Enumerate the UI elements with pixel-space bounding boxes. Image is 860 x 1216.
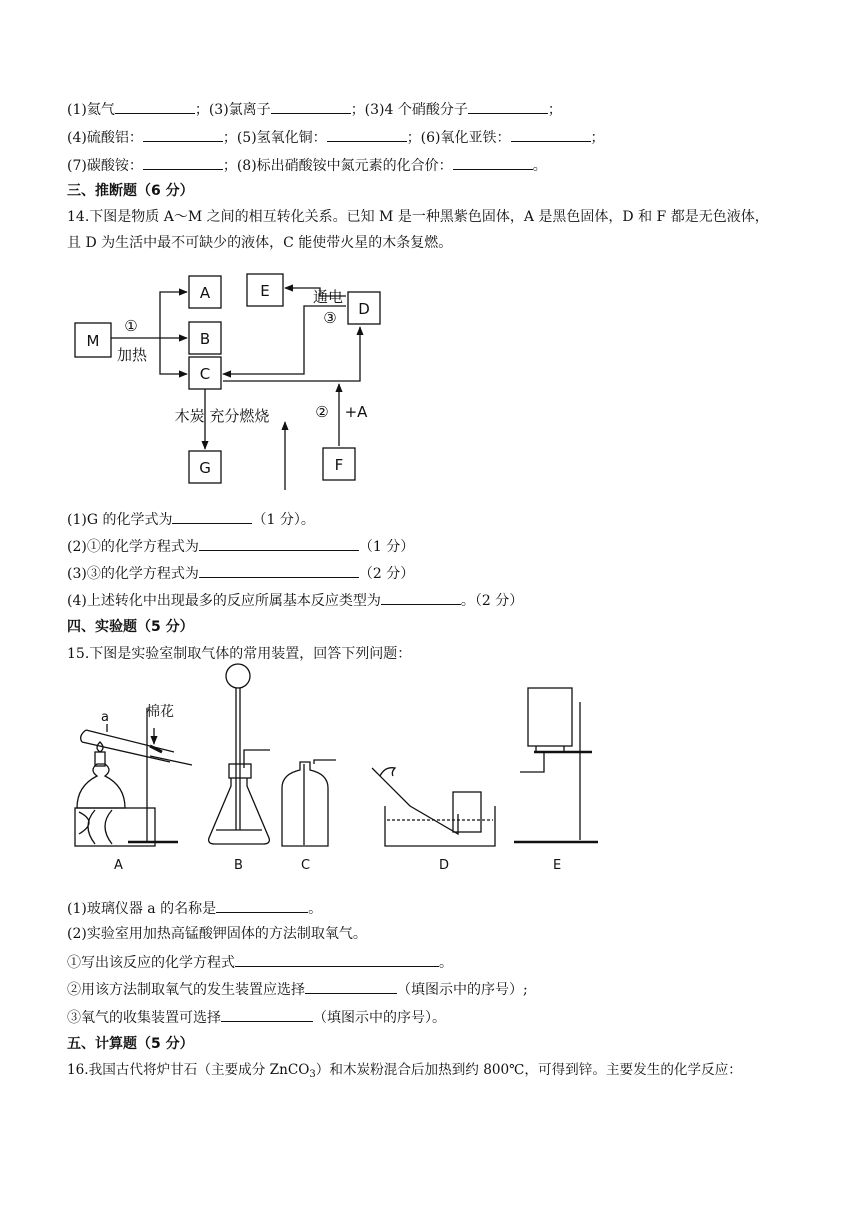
section-title-3: 三、推断题（6 分） — [67, 183, 194, 199]
apparatus-B — [209, 664, 270, 844]
q15-sub-2: (2)实验室用加热高锰酸钾固体的方法制取氧气。 — [67, 926, 367, 942]
charcoal-label: 木炭 充分燃烧 — [174, 407, 270, 425]
q14-sub-2: (2)①的化学方程式为 （1 分） — [67, 535, 414, 557]
apparatus-A — [75, 708, 192, 846]
q14-stem-2: 且 D 为生活中最不可缺少的液体，C 能使带火星的木条复燃。 — [67, 235, 453, 251]
step1-label: ① — [124, 317, 138, 335]
label-F: F — [334, 456, 344, 474]
answer-blank[interactable] — [235, 951, 439, 967]
q14-sub-3: (3)③的化学方程式为 （2 分） — [67, 562, 414, 584]
apparatus-label-C: C — [301, 858, 311, 873]
answer-blank[interactable] — [216, 897, 308, 913]
label-C: C — [199, 365, 211, 383]
section-title-5: 五、计算题（5 分） — [67, 1036, 194, 1052]
label-M: M — [86, 332, 100, 350]
label-A: A — [199, 284, 211, 302]
q14-sub-1: (1)G 的化学式为 （1 分）。 — [67, 508, 315, 530]
q15-stem: 15.下图是实验室制取气体的常用装置，回答下列问题： — [67, 646, 412, 662]
apparatus-label-B: B — [234, 858, 243, 873]
q14-stem-1: 14.下图是物质 A～M 之间的相互转化关系。已知 M 是一种黑紫色固体，A 是黑色固体，D 和 F 都是无色液体， — [67, 209, 769, 225]
step2-label: ② — [315, 403, 329, 421]
section-title-4: 四、实验题（5 分） — [67, 619, 194, 635]
plusA-label: +A — [344, 403, 368, 421]
q15-sub-3: ①写出该反应的化学方程式 。 — [67, 951, 453, 973]
q15-sub-1: (1)玻璃仪器 a 的名称是 。 — [67, 897, 322, 919]
answer-blank[interactable] — [305, 978, 397, 994]
answer-blank[interactable] — [221, 1006, 313, 1022]
apparatus-C — [282, 760, 336, 846]
apparatus-D — [372, 768, 495, 846]
heat-label: 加热 — [116, 346, 148, 364]
label-B: B — [199, 330, 211, 348]
label-E: E — [260, 282, 270, 300]
q14-sub-4: (4)上述转化中出现最多的反应所属基本反应类型为 。（2 分） — [67, 589, 523, 611]
q15-sub-4: ②用该方法制取氧气的发生装置应选择 （填图示中的序号）; — [67, 978, 528, 1000]
label-a: a — [101, 710, 109, 725]
elec-label: 通电 — [312, 288, 344, 306]
label-D: D — [358, 300, 370, 318]
apparatus-label-A: A — [114, 858, 123, 873]
cotton-label: 棉花 — [146, 704, 174, 720]
q16-stem: 16.我国古代将炉甘石（主要成分 ZnCO$_3$）和木炭粉混合后加热到约 800℃，可得到锌。主要发生的化学反应： — [67, 1062, 742, 1080]
apparatus-E — [514, 688, 598, 842]
apparatus-label-E: E — [553, 858, 562, 873]
q15-sub-5: ③氧气的收集装置可选择 （填图示中的序号）。 — [67, 1006, 446, 1028]
q13-line-3: (7)碳酸铵： ；(8)标出硝酸铵中氮元素的化合价： 。 — [67, 154, 547, 176]
q13-line-1: (1)氦气 ；(3)氯离子 ；(3)4 个硝酸分子 ； — [67, 98, 562, 120]
apparatus-label-D: D — [439, 858, 450, 873]
step3-label: ③ — [323, 309, 337, 327]
q13-line-2: (4)硫酸铝： ；(5)氢氧化铜： ；(6)氧化亚铁： ； — [67, 126, 605, 148]
label-G: G — [199, 459, 211, 477]
